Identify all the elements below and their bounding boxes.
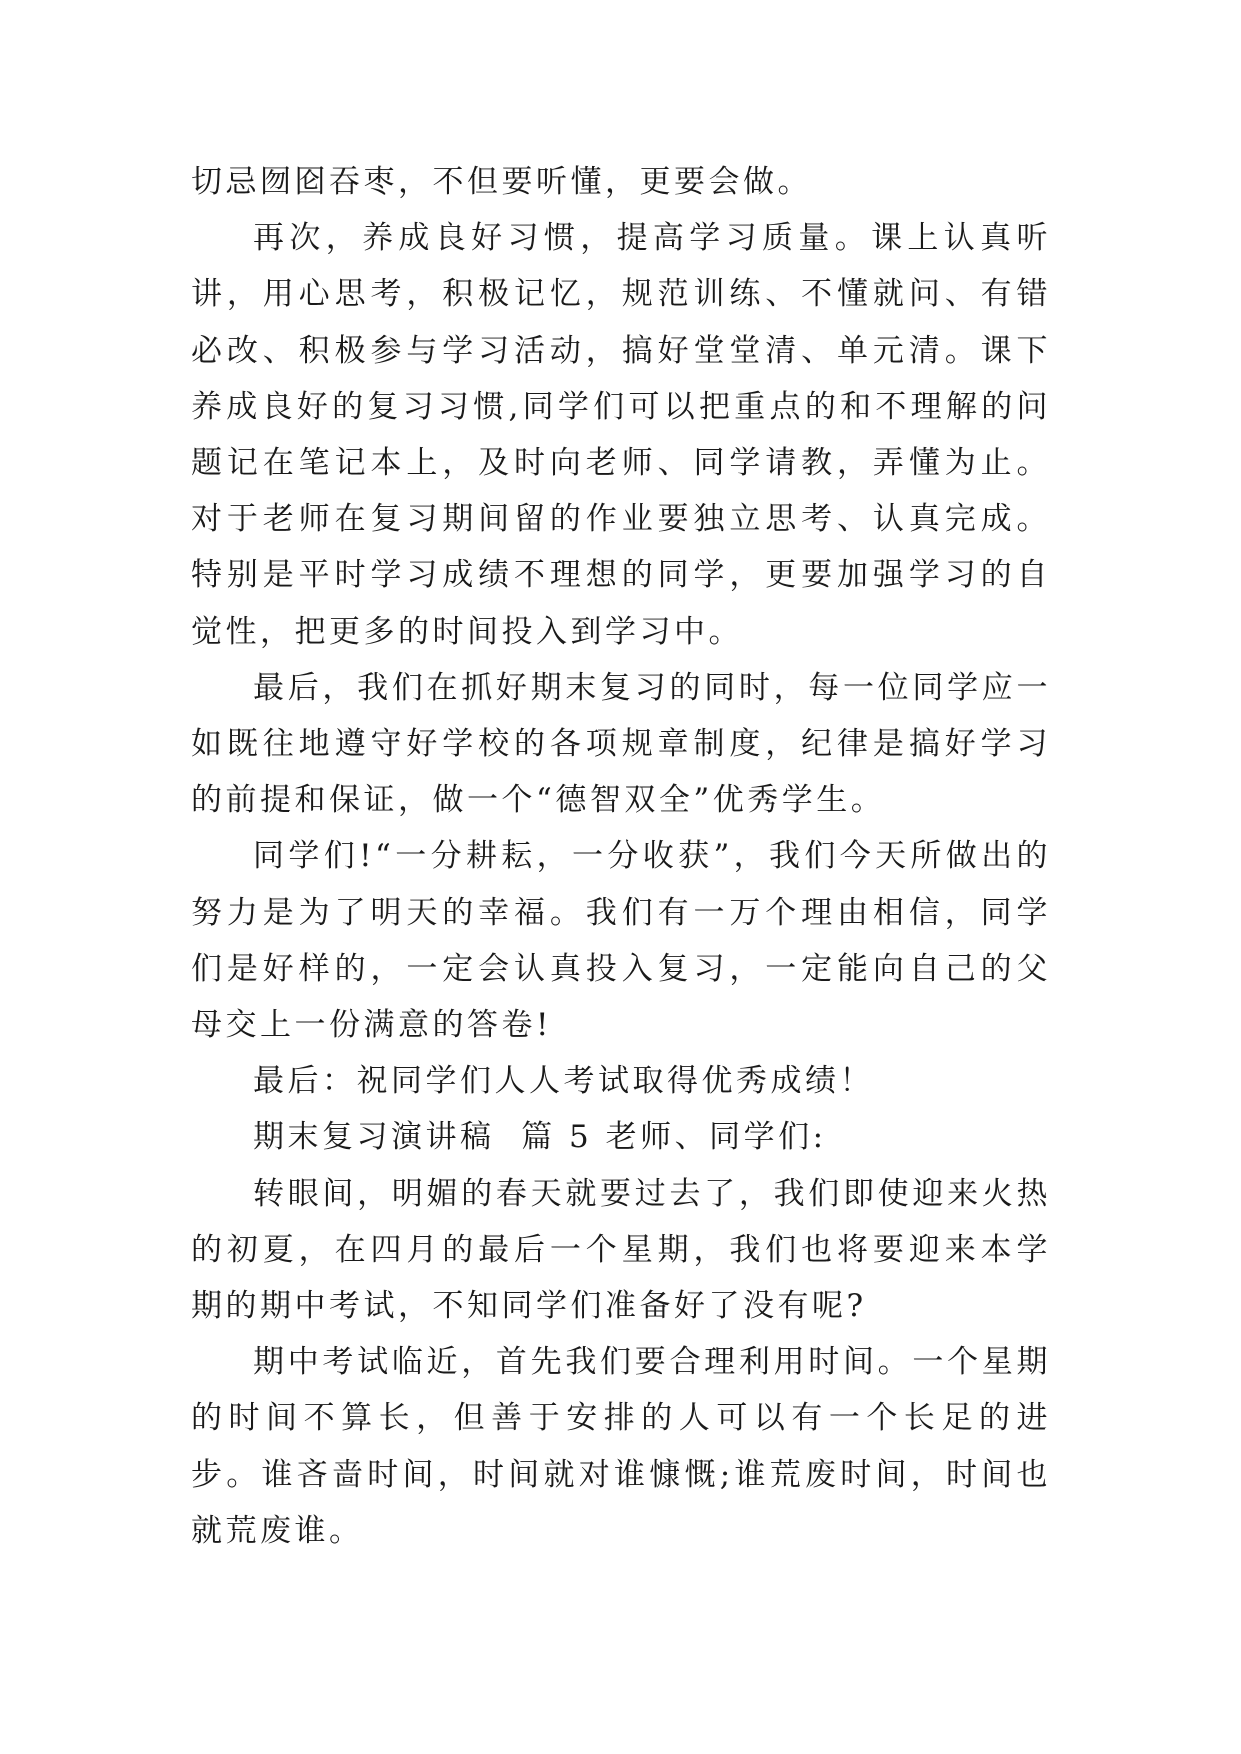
paragraph-3: 最后，我们在抓好期末复习的同时，每一位同学应一如既往地遵守好学校的各项规章制度，纪律是搞好学习的前提和保证，做一个“德智双全”优秀学生。 [191, 669, 1051, 819]
paragraph-1: 切忌囫囵吞枣，不但要听懂，更要会做。 [191, 164, 812, 200]
paragraph-4: 同学们!“一分耕耘，一分收获”，我们今天所做出的努力是为了明天的幸福。我们有一万个理由相信，同学们是好样的，一定会认真投入复习，一定能向自己的父母交上一份满意的答卷! [191, 838, 1051, 1044]
document-body [191, 154, 1051, 1559]
paragraph-2: 再次，养成良好习惯，提高学习质量。课上认真听讲，用心思考，积极记忆，规范训练、不懂就问、有错必改、积极参与学习活动，搞好堂堂清、单元清。课下养成良好的复习习惯,同学们可以把重点的和不理解的问题记在笔记本上，及时向老师、同学请教，弄懂为止。对于老师在复习期间留的作业要独立思考、认真完成。特别是平时学习成绩不理想的同学，更要加强学习的自觉性，把更多的时间投入到学习中。 [191, 220, 1051, 650]
paragraph-7: 转眼间，明媚的春天就要过去了，我们即使迎来火热的初夏，在四月的最后一个星期，我们也将要迎来本学期的期中考试，不知同学们准备好了没有呢? [191, 1175, 1051, 1325]
section-heading: 期末复习演讲稿 篇 5 老师、同学们: [253, 1119, 827, 1156]
paragraph-5: 最后：祝同学们人人考试取得优秀成绩！ [253, 1063, 874, 1100]
paragraph-8: 期中考试临近，首先我们要合理利用时间。一个星期的时间不算长，但善于安排的人可以有一个长足的进步。谁吝啬时间，时间就对谁慷慨;谁荒废时间，时间也就荒废谁。 [191, 1344, 1051, 1549]
